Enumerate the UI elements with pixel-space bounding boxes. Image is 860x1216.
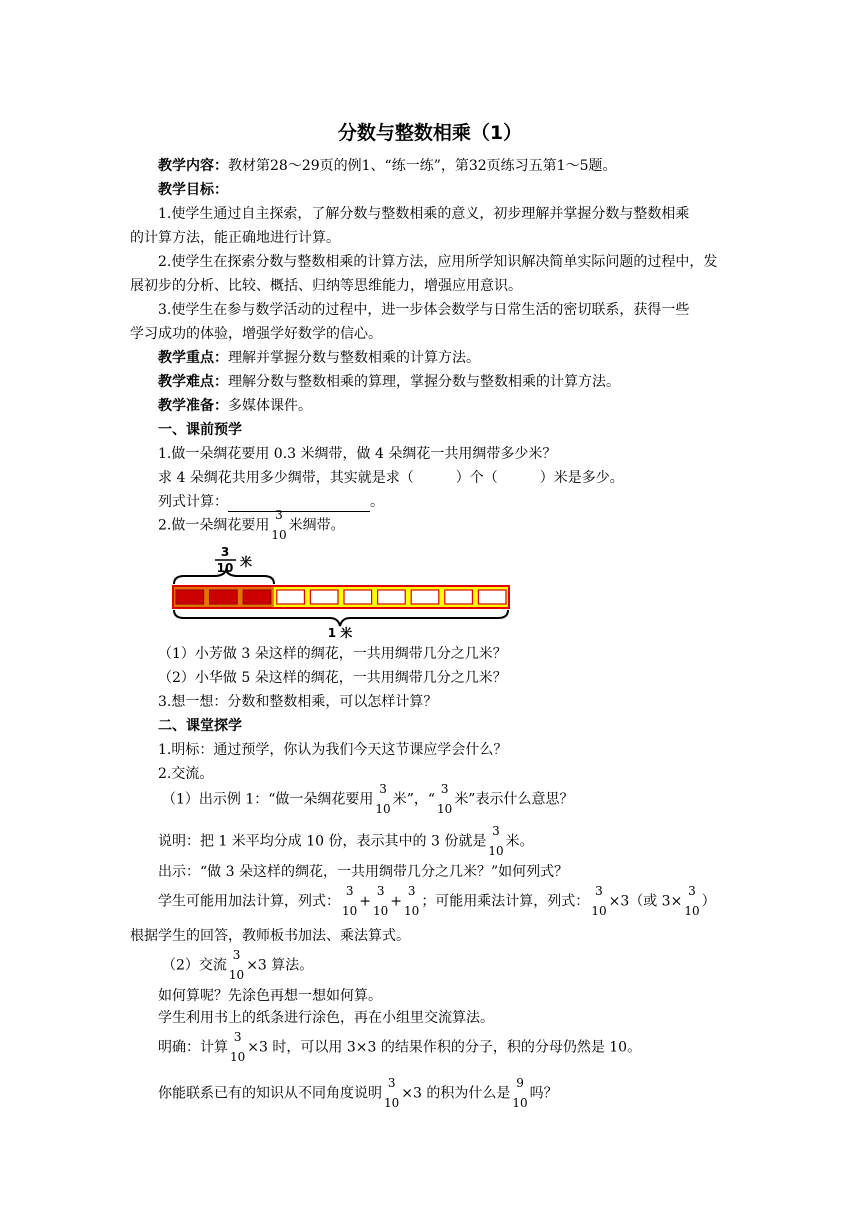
s1-q1b: 求 4 朵绸花共用多少绸带，其实就是求（ ）个（ ）米是多少。 (158, 470, 624, 486)
goal-1a: 1.使学生通过自主探索，了解分数与整数相乘的意义，初步理解并掌握分数与整数相乘 (158, 206, 690, 222)
prep-line (158, 396, 312, 416)
content-label: 教学内容： (158, 158, 228, 174)
fraction-3-10 (230, 1030, 245, 1065)
denominator: 10 (437, 802, 453, 816)
s2-q1: 1.明标：通过预学，你认为我们今天这节课应学会什么？ (158, 742, 508, 758)
ask-post: 吗？ (529, 1085, 558, 1102)
s2-example-2 (162, 948, 313, 983)
s1-q2-post: 米绸带。 (288, 517, 345, 534)
ask-pre: 你能联系已有的知识从不同角度说明 (158, 1085, 382, 1102)
denominator: 10 (230, 1050, 246, 1064)
numerator: 3 (379, 782, 387, 796)
s1-q1c-end: 。 (370, 494, 384, 510)
s2-addition (158, 884, 716, 919)
s2-ask (158, 1076, 558, 1111)
denominator: 10 (342, 904, 358, 918)
add-mid: ；可能用乘法计算，列式： (421, 893, 590, 910)
fraction-3-10 (437, 782, 452, 817)
ribbon-segment-empty (411, 590, 439, 604)
e1-mid: 米”，“ (392, 791, 436, 808)
numerator: 9 (516, 1076, 524, 1090)
e2-post: ×3 算法。 (246, 957, 314, 974)
goal-2b: 展初步的分析、比较、概括、归纳等思维能力，增强应用意识。 (130, 278, 522, 294)
fraction-3-10 (271, 508, 286, 543)
fraction-3-10 (404, 884, 419, 919)
numerator: 3 (595, 884, 603, 898)
s1-q3: 3.想一想：分数和整数相乘，可以怎样计算？ (158, 694, 438, 710)
s2-explain (158, 824, 534, 859)
key-label: 教学重点： (158, 350, 228, 366)
numerator: 3 (345, 884, 354, 898)
difficulty-label: 教学难点： (158, 374, 228, 390)
s2-q2: 2.交流。 (158, 766, 214, 782)
denominator: 10 (591, 904, 607, 918)
diagram-bottom-label: 1 米 (327, 626, 353, 640)
ribbon-segment-empty (310, 590, 338, 604)
s2-example-1 (162, 782, 573, 817)
goal-2a: 2.使学生在探索分数与整数相乘的计算方法，应用所学知识解决简单实际问题的过程中，发 (158, 254, 718, 270)
ask-mid: ×3 的积为什么是 (401, 1085, 511, 1102)
section-1-heading: 一、课前预学 (158, 422, 242, 438)
s2-paper: 学生利用书上的纸条进行涂色，再在小组里交流算法。 (158, 1010, 494, 1026)
numerator: 3 (275, 508, 283, 522)
s1-p2: （2）小华做 5 朵这样的绸花，一共用绸带几分之几米？ (158, 670, 507, 686)
ribbon-segment-empty (277, 590, 305, 604)
diagram-top-unit: 米 (240, 555, 253, 569)
s1-p1: （1）小芳做 3 朵这样的绸花，一共用绸带几分之几米？ (158, 646, 507, 662)
fraction-3-10 (384, 1076, 399, 1111)
s2-show: 出示：“做 3 朵这样的绸花，一共用绸带几分之几米？”如何列式？ (158, 864, 569, 880)
numerator: 3 (233, 1030, 242, 1044)
denominator: 10 (512, 1096, 528, 1110)
denominator: 10 (271, 528, 287, 542)
explain-pre: 说明：把 1 米平均分成 10 份，表示其中的 3 份就是 (158, 833, 487, 850)
clear-post: ×3 时，可以用 3×3 的结果作积的分子，积的分母仍然是 10。 (247, 1039, 642, 1056)
denominator: 10 (488, 844, 504, 858)
diagram-top-label (215, 545, 252, 575)
fraction-3-10 (684, 884, 699, 919)
denominator: 10 (228, 968, 245, 982)
goal-1b: 的计算方法，能正确地进行计算。 (130, 230, 340, 246)
diagram-top-den: 10 (216, 561, 234, 575)
fraction-3-10 (229, 948, 244, 983)
numerator: 3 (407, 884, 416, 898)
content-text: 教材第28～29页的例1、“练一练”，第32页练习五第1～5题。 (228, 158, 617, 174)
e1-pre: （1）出示例 1：“做一朵绸花要用 (162, 791, 374, 808)
numerator: 3 (492, 824, 500, 838)
s1-q1c-label: 列式计算： (158, 494, 228, 510)
add-pre: 学生可能用加法计算，列式： (158, 893, 340, 910)
e2-pre: （2）交流 (162, 957, 227, 974)
difficulty-text: 理解分数与整数相乘的算理，掌握分数与整数相乘的计算方法。 (228, 374, 620, 390)
numerator: 3 (387, 1076, 396, 1090)
clear-pre: 明确：计算 (158, 1039, 228, 1056)
numerator: 3 (688, 884, 696, 898)
denominator: 10 (373, 904, 389, 918)
s1-q2 (158, 508, 345, 543)
page-title: 分数与整数相乘（1） (337, 122, 523, 144)
fraction-3-10 (375, 782, 390, 817)
ribbon-segment-empty (478, 590, 506, 604)
plus-sign: + (359, 893, 372, 910)
denominator: 10 (384, 1096, 400, 1110)
fraction-3-10 (488, 824, 503, 859)
numerator: 3 (376, 884, 385, 898)
s1-q1: 1.做一朵绸花要用 0.3 米绸带，做 4 朵绸花一共用绸带多少米？ (158, 446, 557, 462)
fraction-3-10 (342, 884, 357, 919)
goal-3b: 学习成功的体验，增强学好数学的信心。 (130, 326, 382, 342)
bottom-brace (174, 610, 508, 626)
key-line (158, 348, 480, 368)
section-2-heading: 二、课堂探学 (158, 718, 242, 734)
ribbon-shaded-part (173, 586, 274, 608)
ribbon-strip (173, 586, 509, 608)
ribbon-segment-empty (378, 590, 406, 604)
ribbon-segment-empty (445, 590, 473, 604)
ribbon-segment-empty (344, 590, 372, 604)
goals-label: 教学目标： (158, 182, 228, 198)
top-brace (174, 570, 274, 584)
fraction-3-10 (591, 884, 606, 919)
denominator: 10 (375, 802, 391, 816)
s2-clear (158, 1030, 641, 1065)
s1-q2-pre: 2.做一朵绸花要用 (158, 517, 270, 534)
fraction-9-10 (512, 1076, 527, 1111)
diagram-top-num: 3 (220, 545, 230, 559)
difficulty-line (158, 372, 620, 392)
prep-text: 多媒体课件。 (228, 398, 312, 414)
e1-post: 米”表示什么意思？ (454, 791, 574, 808)
ribbon-diagram (170, 540, 515, 640)
times-three: ×3（或 3× (608, 893, 683, 910)
close-paren: ） (701, 893, 716, 910)
denominator: 10 (684, 904, 700, 918)
content-line (158, 156, 616, 176)
numerator: 3 (440, 782, 449, 796)
plus-sign: + (390, 893, 403, 910)
prep-label: 教学准备： (158, 398, 228, 414)
fraction-3-10 (373, 884, 388, 919)
goal-3a: 3.使学生在参与数学活动的过程中，进一步体会数学与日常生活的密切联系，获得一些 (158, 302, 690, 318)
s2-how: 如何算呢？先涂色再想一想如何算。 (158, 988, 382, 1004)
denominator: 10 (404, 904, 420, 918)
explain-post: 米。 (505, 833, 534, 850)
numerator: 3 (232, 948, 241, 962)
key-text: 理解并掌握分数与整数相乘的计算方法。 (228, 350, 480, 366)
s2-board: 根据学生的回答，教师板书加法、乘法算式。 (130, 928, 410, 944)
